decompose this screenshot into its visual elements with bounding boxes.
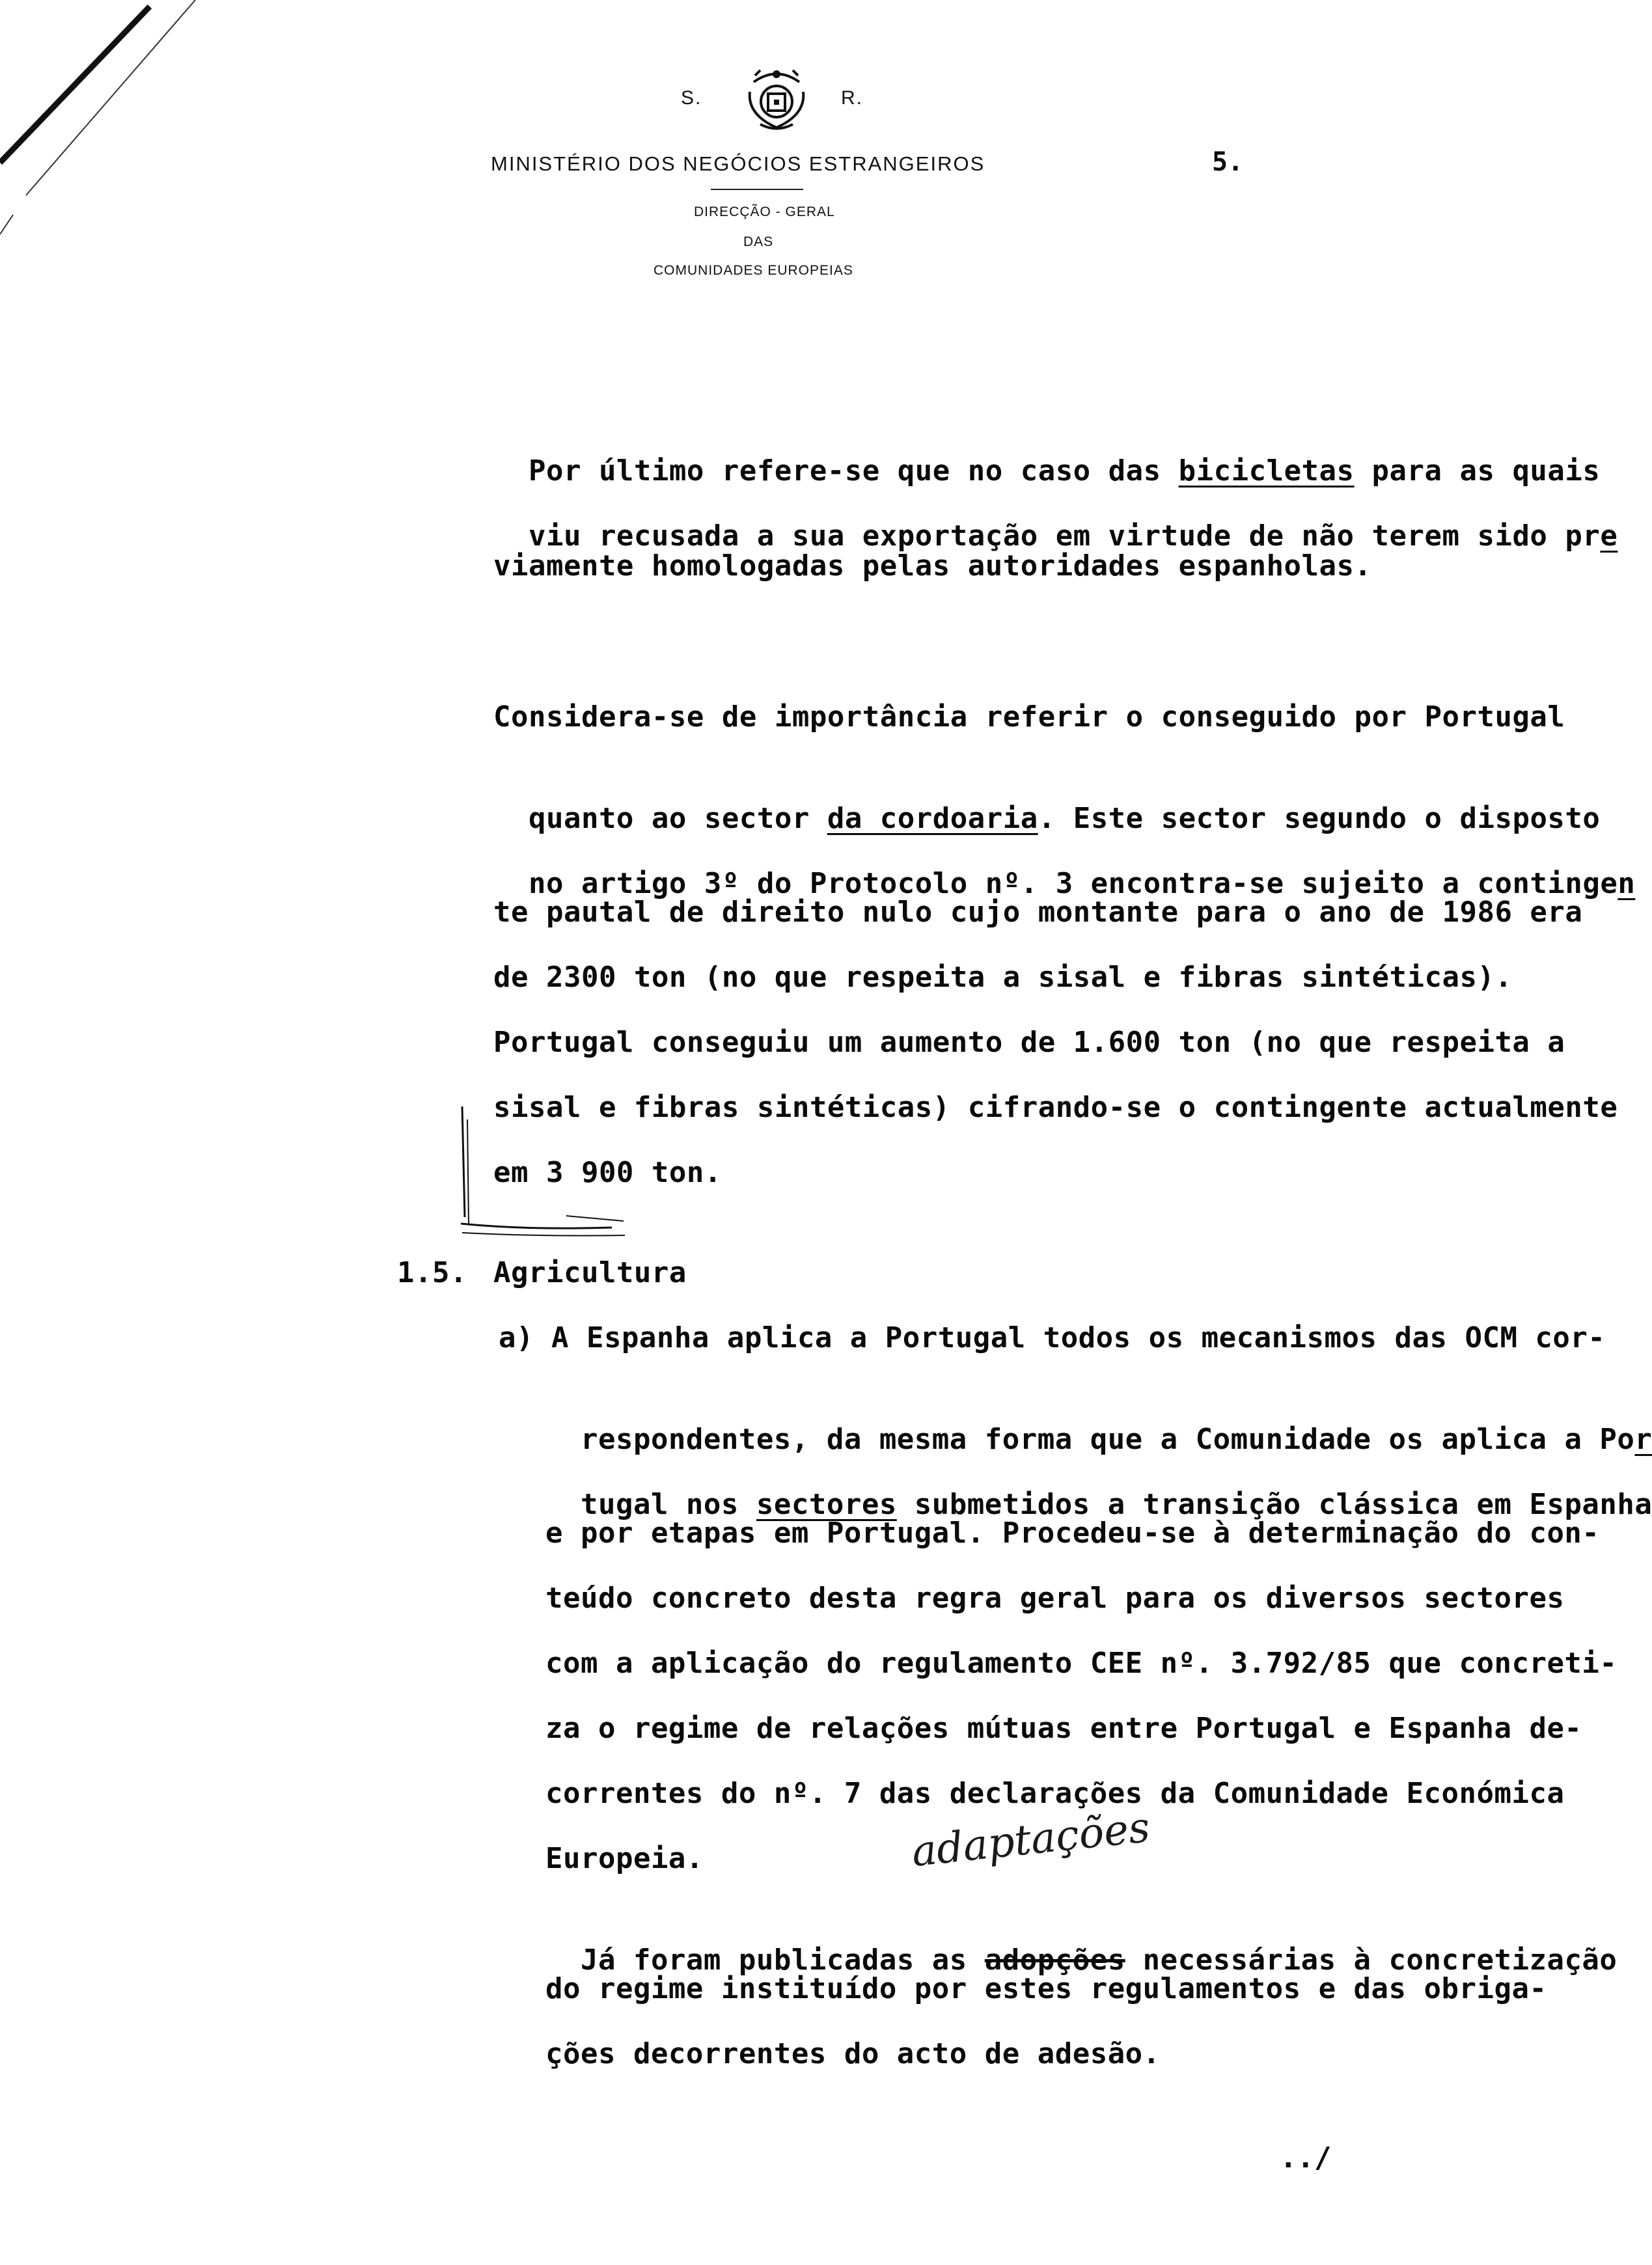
item-a-line-10: Já foram publicadas as adopções necessárias à concretização [580,1943,1618,1977]
header-rule [711,189,803,190]
para2-line-5: de 2300 ton (no que respeita a sisal e fibras sintéticas). [493,961,1513,994]
department-line-2: DAS [743,234,774,249]
para2-line-7: sisal e fibras sintéticas) cifrando-se o contingente actualmente [493,1091,1618,1124]
section-number: 1.5. [397,1256,467,1289]
para1-line-2: viu recusada a sua exportação em virtude de não terem sido pre [528,519,1618,553]
item-a-line-5: teúdo concreto desta regra geral para os diversos sectores [545,1582,1565,1615]
para2-line-1: Considera-se de importância referir o conseguido por Portugal [493,700,1565,734]
ministry-name: MINISTÉRIO DOS NEGÓCIOS ESTRANGEIROS [491,152,985,175]
item-a-line-2: respondentes, da mesma forma que a Comunidade os aplica a Por [580,1423,1652,1456]
para1-line-3: viamente homologadas pelas autoridades espanholas. [493,549,1372,583]
department-line-1: DIRECÇÃO - GERAL [694,204,835,219]
para2-line-4: te pautal de direito nulo cujo montante para o ano de 1986 era [493,896,1583,929]
item-a-line-7: za o regime de relações mútuas entre Portugal e Espanha de- [545,1712,1582,1745]
struck-word-adopcoes: adopções [984,1943,1125,1977]
page-number: 5. [1212,147,1244,177]
para2-line-3: no artigo 3º do Protocolo nº. 3 encontra-se sujeito a contingen [528,867,1636,900]
coat-of-arms-emblem [741,62,812,134]
underlined-sectores: sectores [756,1488,897,1521]
item-a-line-3: tugal nos sectores submetidos a transição clássica em Espanha [580,1488,1652,1521]
item-a-line-12: ções decorrentes do acto de adesão. [545,2037,1161,2070]
para2-line-8: em 3 900 ton. [493,1156,722,1189]
item-a-line-4: e por etapas em Portugal. Procedeu-se à determinação do con- [545,1517,1600,1550]
handwritten-correction: adaptações [909,1804,1153,1876]
item-a-line-8: correntes do nº. 7 das declarações da Comunidade Económica [545,1777,1565,1810]
item-a-line-1: a) A Espanha aplica a Portugal todos os mecanismos das OCM cor- [499,1321,1606,1354]
continuation-mark: ../ [1280,2141,1332,2175]
header-s-letter: S. [681,87,702,109]
para1-line-1: Por último refere-se que no caso das bicicletas para as quais [528,454,1601,487]
underlined-bicicletas: bicicletas [1178,454,1355,487]
para2-line-2: quanto ao sector da cordoaria. Este sector segundo o disposto [528,802,1601,835]
item-a-line-11: do regime instituído por estes regulamentos e das obriga- [545,1972,1547,2005]
item-a-line-9: Europeia. [545,1842,704,1875]
para2-line-6: Portugal conseguiu um aumento de 1.600 ton (no que respeita a [493,1026,1565,1059]
department-line-3: COMUNIDADES EUROPEIAS [654,263,853,278]
margin-bracket-mark [449,1106,631,1250]
header-r-letter: R. [841,87,863,109]
margin-stroke-marks [0,0,215,247]
section-title: Agricultura [493,1256,687,1289]
underlined-da-cordoaria: da cordoaria [827,802,1038,835]
item-a-line-6: com a aplicação do regulamento CEE nº. 3.792/85 que concreti- [545,1647,1618,1680]
